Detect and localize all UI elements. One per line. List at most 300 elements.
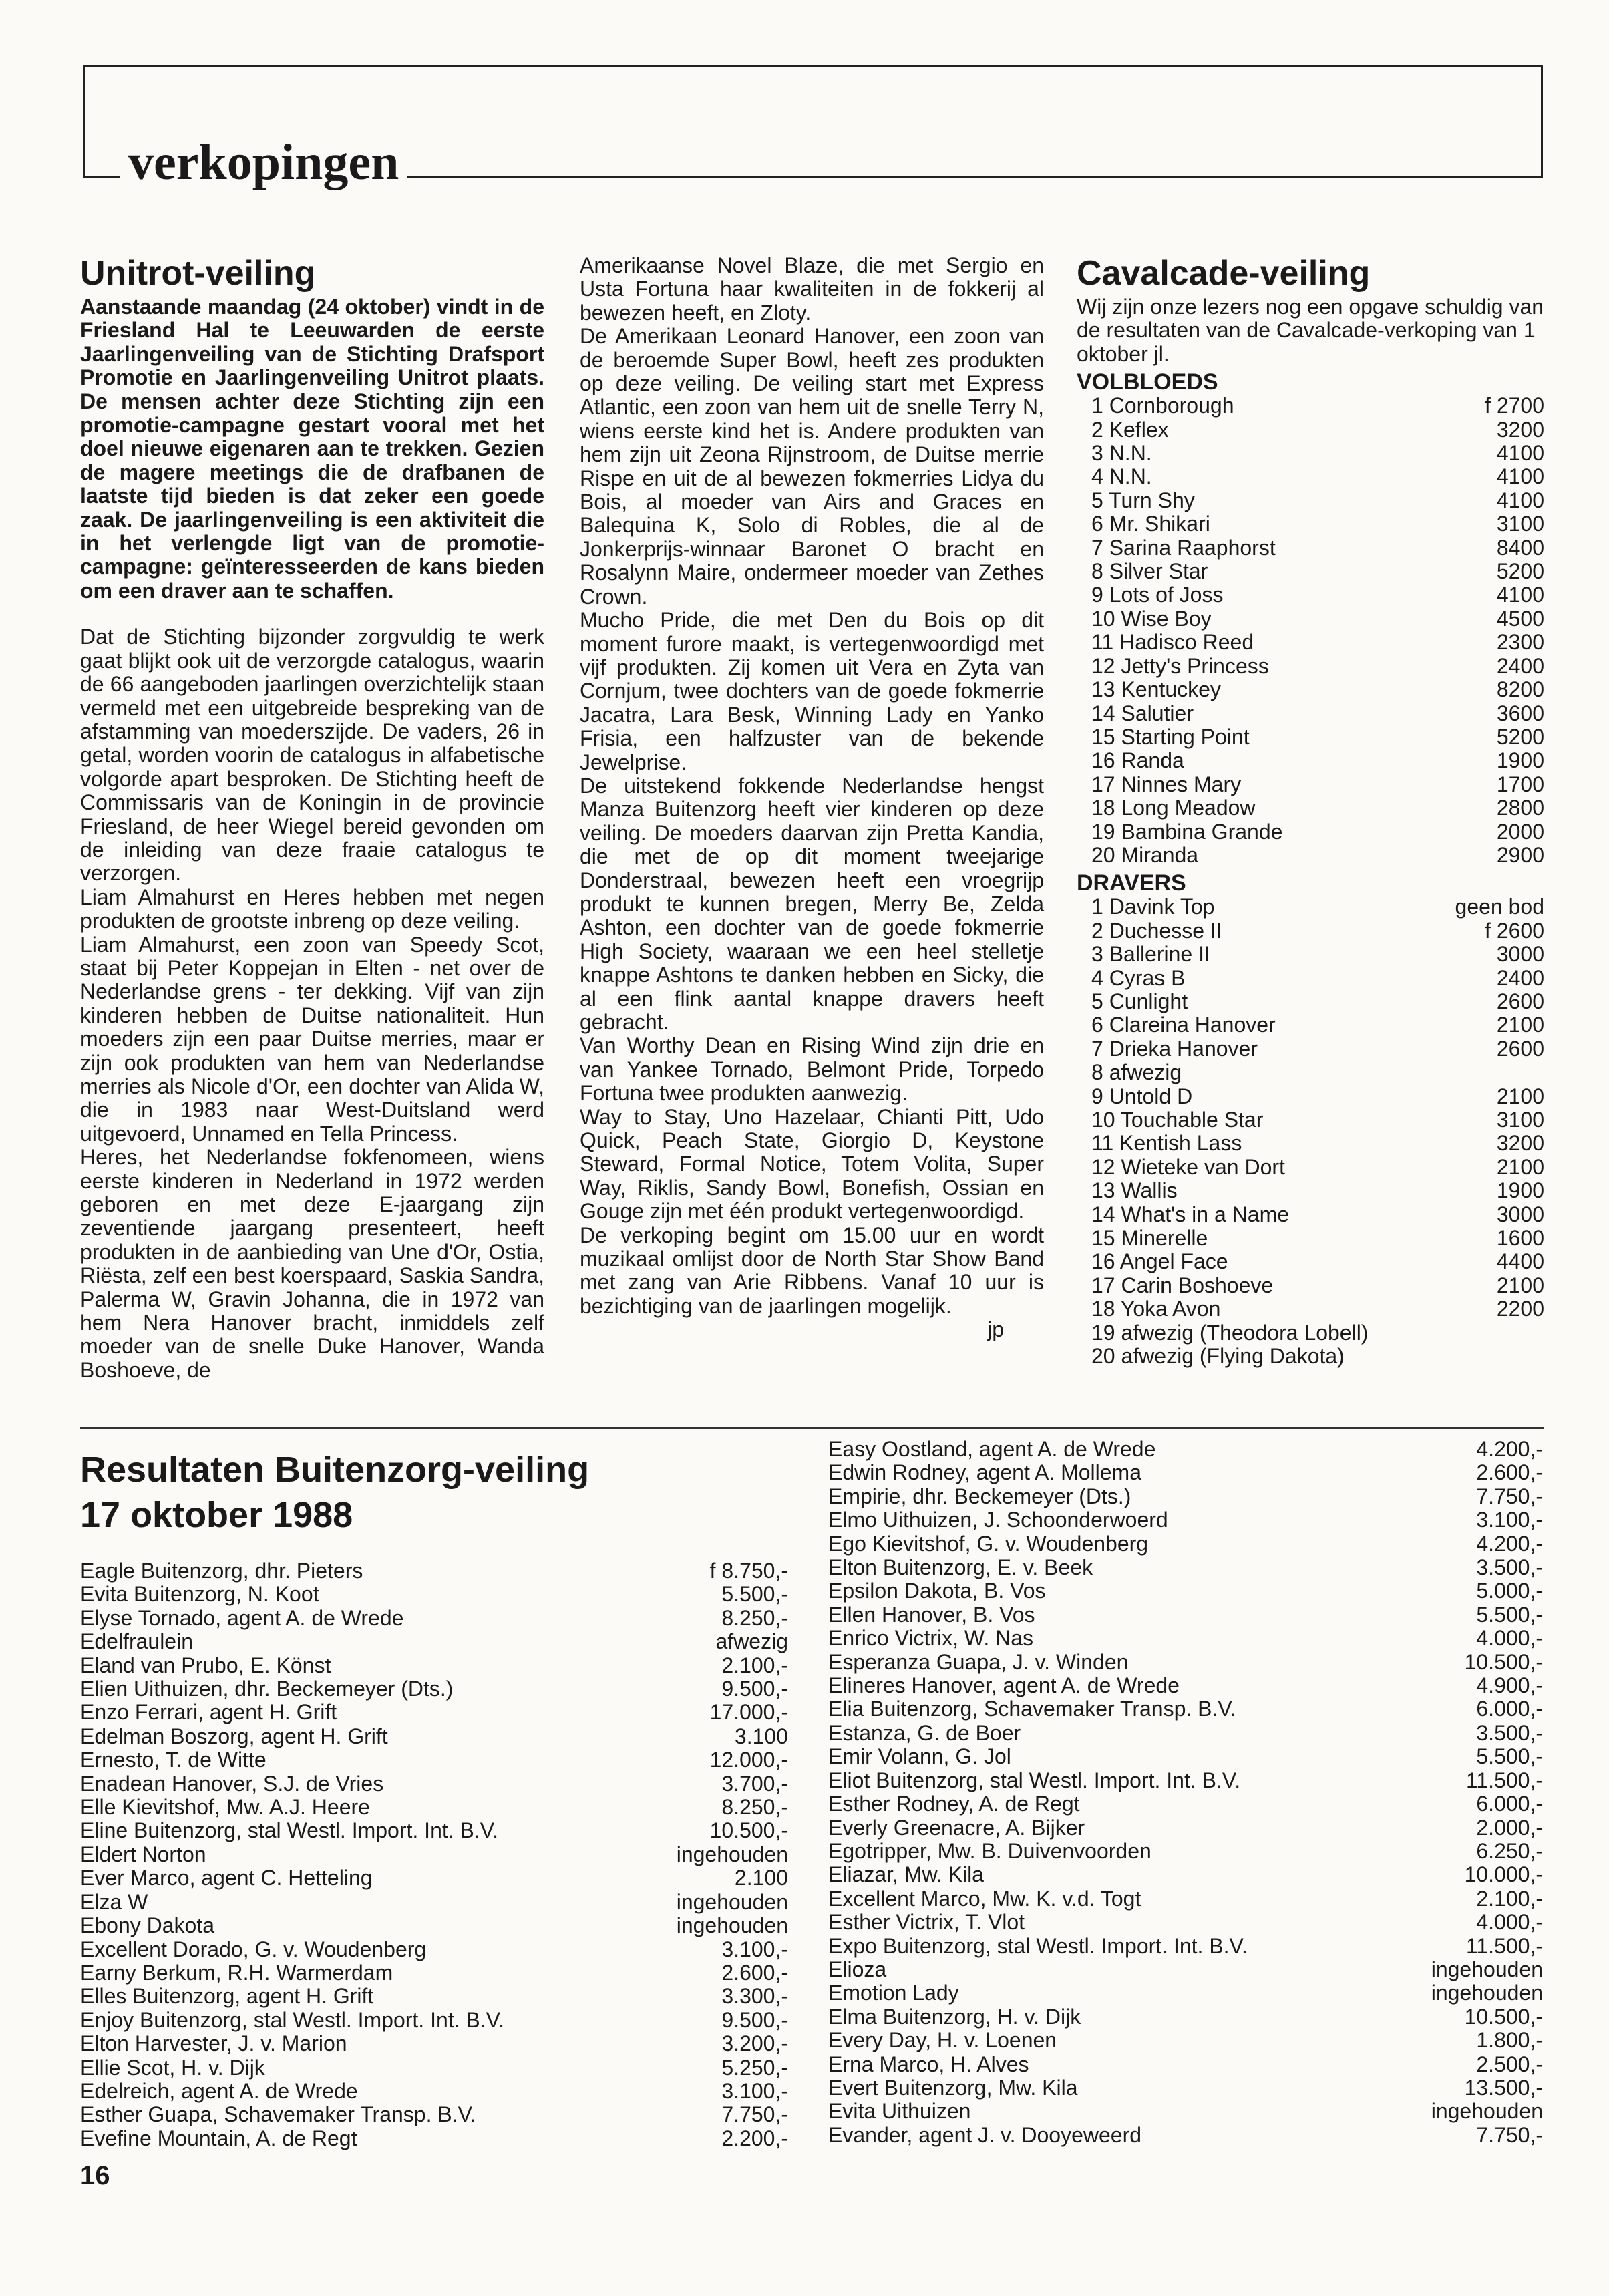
item-name: Ellie Scot, H. v. Dijk (80, 2055, 265, 2080)
list-item (80, 1559, 788, 1583)
volbloeds-heading: VOLBLOEDS (1077, 369, 1218, 395)
list-item (1091, 844, 1544, 867)
item-name: Evert Buitenzorg, Mw. Kila (828, 2075, 1078, 2100)
dravers-heading: DRAVERS (1077, 870, 1186, 896)
item-name: Elza W (80, 1889, 148, 1914)
item-price: 3.200,- (721, 2031, 788, 2056)
item-price: 1900 (1496, 1178, 1544, 1203)
list-item (1091, 1179, 1544, 1202)
item-price: 2.100,- (721, 1653, 788, 1677)
item-name: 11 Hadisco Reed (1091, 630, 1254, 655)
list-item (1091, 943, 1544, 966)
cavalcade-article (1077, 254, 1544, 1368)
item-name: Evefine Mountain, A. de Regt (80, 2126, 357, 2150)
unitrot-lead: Aanstaande maandag (24 oktober) vindt in de Friesland Hal te Leeuwarden de eerste Jaarlingenveiling van de Stichting Drafsport Promotie en Jaarlingenveiling Unitrot plaats. De mensen achter deze Stichting zijn een promotie-campagne gestart vooral met het doel nieuwe eigenaren aan te trekken. Gezien de magere meetings die de drafbanen de laatste tijd bieden is dat zeker een goede zaak. De jaarlingenveiling is een aktiviteit die in het verlengde ligt van de promotie-campagne: geïnteresseerden de kans bieden om een draver aan te schaffen. (80, 295, 544, 603)
item-name: Excellent Marco, Mw. K. v.d. Togt (828, 1886, 1141, 1911)
item-name: 19 afwezig (Theodora Lobell) (1091, 1320, 1369, 1345)
list-item (1091, 489, 1544, 512)
item-price: 2600 (1496, 989, 1544, 1013)
item-name: 4 N.N. (1091, 464, 1152, 489)
list-item (1091, 749, 1544, 772)
item-name: 7 Drieka Hanover (1091, 1036, 1258, 1061)
item-name: Estanza, G. de Boer (828, 1720, 1021, 1745)
item-price: 9.500,- (721, 1677, 788, 1701)
item-name: Ebony Dakota (80, 1913, 215, 1938)
list-item (828, 1508, 1543, 1532)
item-price: 5.250,- (721, 2055, 788, 2080)
list-item (1091, 631, 1544, 654)
item-name: 2 Duchesse II (1091, 918, 1222, 943)
item-name: 17 Carin Boshoeve (1091, 1273, 1274, 1297)
list-item (828, 1697, 1543, 1721)
item-name: Every Day, H. v. Loenen (828, 2028, 1057, 2053)
item-price: 4100 (1496, 583, 1544, 607)
item-name: 14 Salutier (1091, 701, 1194, 725)
item-name: 18 Yoka Avon (1091, 1297, 1221, 1321)
item-name: Elton Harvester, J. v. Marion (80, 2031, 347, 2056)
item-price: 5200 (1496, 559, 1544, 584)
item-name: Elien Uithuizen, dhr. Beckemeyer (Dts.) (80, 1677, 454, 1701)
list-item (80, 1630, 788, 1653)
list-item (1091, 1132, 1544, 1155)
list-item (1091, 1321, 1544, 1345)
list-item (80, 1607, 788, 1630)
item-name: 5 Cunlight (1091, 989, 1188, 1013)
buitenzorg-title: Resultaten Buitenzorg-veiling (80, 1450, 590, 1490)
list-item (1091, 583, 1544, 607)
item-price: ingehouden (1431, 1957, 1543, 1981)
item-price: 10.500,- (1464, 2004, 1543, 2029)
item-price: 2400 (1496, 653, 1544, 678)
list-item (1091, 1203, 1544, 1226)
item-name: 3 N.N. (1091, 441, 1152, 466)
paragraph: Liam Almahurst, een zoon van Speedy Scot, staat bij Peter Koppejan in Elten - net over de Nederlandse grens - ter dekking. Vijf van zijn kinderen hebben de Duitse nationaliteit. Hun moeders zijn een paar Duitse merries, maar er zijn ook produkten van hem van Nederlandse merries als Nicole d'Or, een dochter van Alida W, die in 1983 naar West-Duitsland werd uitgevoerd, Unnamed en Tella Princess. (80, 932, 544, 1146)
list-item (828, 2124, 1543, 2147)
item-price: 1600 (1496, 1226, 1544, 1251)
item-price: 7.750,- (1476, 2122, 1543, 2147)
list-item (80, 1914, 788, 1937)
list-item (828, 1556, 1543, 1579)
paragraph: De verkoping begint om 15.00 uur en wordt muzikaal omlijst door de North Star Show Band met zang van Arie Ribbens. Vanaf 10 uur is bezichtiging van de jaarlingen mogelijk. (580, 1222, 1044, 1318)
item-price: 4400 (1496, 1249, 1544, 1274)
unitrot-body (80, 625, 544, 1382)
item-price: 2.000,- (1476, 1815, 1543, 1840)
item-name: 1 Davink Top (1091, 894, 1215, 919)
list-item (828, 1627, 1543, 1650)
item-name: 20 Miranda (1091, 842, 1199, 867)
item-price: 2.500,- (1476, 2052, 1543, 2076)
item-name: 9 Untold D (1091, 1084, 1193, 1108)
list-item (80, 1583, 788, 1606)
item-name: Elmo Uithuizen, J. Schoonderwoerd (828, 1508, 1168, 1532)
list-item (828, 1981, 1543, 2005)
item-name: 15 Minerelle (1091, 1226, 1208, 1251)
item-name: Edwin Rodney, agent A. Mollema (828, 1460, 1141, 1485)
list-item (828, 1911, 1543, 1934)
item-name: Edelman Boszorg, agent H. Grift (80, 1724, 388, 1748)
list-item (80, 1843, 788, 1866)
item-price: 4100 (1496, 441, 1544, 466)
item-name: Everly Greenacre, A. Bijker (828, 1815, 1085, 1840)
list-item (828, 1816, 1543, 1840)
item-price: 4500 (1496, 606, 1544, 631)
item-price: 8400 (1496, 535, 1544, 560)
item-name: 12 Wieteke van Dort (1091, 1154, 1285, 1179)
item-price: 2.600,- (721, 1960, 788, 1985)
list-item (1091, 1156, 1544, 1179)
item-name: Earny Berkum, R.H. Warmerdam (80, 1960, 393, 1985)
list-item (1091, 702, 1544, 725)
item-name: Eland van Prubo, E. Könst (80, 1653, 331, 1677)
item-price: ingehouden (1431, 2099, 1543, 2124)
unitrot-article (80, 254, 544, 1382)
item-price: 2.100 (734, 1866, 788, 1891)
list-item (80, 1938, 788, 1961)
item-name: 20 afwezig (Flying Dakota) (1091, 1344, 1345, 1369)
list-item (80, 1866, 788, 1890)
list-item (1091, 655, 1544, 678)
item-price: 2000 (1496, 819, 1544, 844)
item-name: Erna Marco, H. Alves (828, 2052, 1029, 2076)
list-item (80, 1772, 788, 1796)
item-price: 1.800,- (1476, 2028, 1543, 2053)
item-price: 9.500,- (721, 2007, 788, 2032)
list-item (1091, 512, 1544, 536)
list-item (828, 2100, 1543, 2123)
item-price: f 2700 (1485, 393, 1544, 418)
item-price: 4.000,- (1476, 1910, 1543, 1935)
item-name: Enrico Victrix, W. Nas (828, 1626, 1034, 1651)
item-price: 3200 (1496, 417, 1544, 442)
item-name: Ego Kievitshof, G. v. Woudenberg (828, 1531, 1149, 1556)
item-price: 3.300,- (721, 1984, 788, 2009)
page-number: 16 (80, 2161, 110, 2190)
item-name: 8 afwezig (1091, 1060, 1182, 1085)
list-item (80, 2009, 788, 2032)
item-price: 8.250,- (721, 1795, 788, 1820)
list-item (828, 2029, 1543, 2052)
item-price: 3200 (1496, 1131, 1544, 1156)
item-name: 19 Bambina Grande (1091, 819, 1283, 844)
item-price: 3000 (1496, 1202, 1544, 1226)
list-item (1091, 607, 1544, 631)
list-item (80, 1654, 788, 1677)
item-price: afwezig (715, 1629, 788, 1654)
item-price: 10.000,- (1464, 1862, 1543, 1887)
item-price: 8.250,- (721, 1605, 788, 1630)
item-name: Esther Victrix, T. Vlot (828, 1910, 1025, 1935)
item-price: 2100 (1496, 1273, 1544, 1297)
item-name: 14 What's in a Name (1091, 1202, 1290, 1226)
item-price: 2600 (1496, 1036, 1544, 1061)
paragraph: Way to Stay, Uno Hazelaar, Chianti Pitt, Udo Quick, Peach State, Giorgio D, Keystone Steward, Formal Notice, Totem Volita, Super Way, Riklis, Sandy Bowl, Bonefish, Ossian en Gouge zijn met één produkt vertegenwoordigd. (580, 1104, 1044, 1224)
list-item (1091, 1226, 1544, 1250)
item-price: 3.500,- (1476, 1555, 1543, 1580)
list-item (1091, 895, 1544, 919)
item-price: 3.700,- (721, 1771, 788, 1796)
item-name: 15 Starting Point (1091, 724, 1250, 749)
list-item (1091, 1297, 1544, 1321)
item-name: 2 Keflex (1091, 417, 1169, 442)
list-item (828, 1958, 1543, 1981)
list-item (1091, 796, 1544, 820)
item-price: ingehouden (676, 1889, 788, 1914)
item-price: 1900 (1496, 748, 1544, 773)
list-item (80, 1701, 788, 1724)
item-price: 2800 (1496, 796, 1544, 820)
item-name: 16 Angel Face (1091, 1249, 1228, 1274)
item-price: 6.000,- (1476, 1792, 1543, 1816)
item-name: Elton Buitenzorg, E. v. Beek (828, 1555, 1093, 1580)
list-item (1091, 919, 1544, 943)
item-name: Eline Buitenzorg, stal Westl. Import. Int. B.V. (80, 1818, 499, 1843)
list-item (1091, 1345, 1544, 1368)
item-price: 4.200,- (1476, 1531, 1543, 1556)
item-name: Eagle Buitenzorg, dhr. Pieters (80, 1559, 363, 1583)
item-price: ingehouden (676, 1913, 788, 1938)
item-price: 12.000,- (709, 1748, 788, 1772)
item-price: 2300 (1496, 630, 1544, 655)
list-item (80, 1796, 788, 1819)
list-item (828, 2053, 1543, 2076)
list-item (828, 1485, 1543, 1508)
list-item (828, 2076, 1543, 2100)
item-name: Easy Oostland, agent A. de Wrede (828, 1437, 1156, 1461)
list-item (1091, 1274, 1544, 1297)
item-name: 10 Touchable Star (1091, 1108, 1264, 1132)
paragraph: Dat de Stichting bijzonder zorgvuldig te werk gaat blijkt ook uit de verzorgde catalogus, waarin de 66 aangeboden jaarlingen overzichtelijk staan vermeld met een uitgebreide bespreking van de afstamming van moederszijde. De vaders, 26 in getal, worden voorin de catalogus in alfabetische volgorde apart besproken. De Stichting heeft de Commissaris van de Koningin in de provincie Friesland, de heer Wiegel bereid gevonden om de inleiding van deze fraaie catalogus te verzorgen. (80, 625, 544, 886)
item-price: 3100 (1496, 512, 1544, 536)
item-name: 4 Cyras B (1091, 965, 1186, 990)
item-name: Enzo Ferrari, agent H. Grift (80, 1700, 337, 1725)
unitrot-continued (580, 254, 1044, 1342)
item-name: 7 Sarina Raaphorst (1091, 535, 1276, 560)
list-item (828, 1863, 1543, 1887)
list-item (80, 1725, 788, 1748)
item-price: 1700 (1496, 772, 1544, 796)
item-price: 2100 (1496, 1084, 1544, 1108)
list-item (1091, 1037, 1544, 1061)
item-price: 6.250,- (1476, 1838, 1543, 1863)
item-price: 5.500,- (721, 1582, 788, 1607)
item-price: 2900 (1496, 842, 1544, 867)
item-name: 13 Kentuckey (1091, 677, 1221, 702)
item-name: 11 Kentish Lass (1091, 1131, 1242, 1156)
list-item (828, 1603, 1543, 1627)
item-name: Esther Guapa, Schavemaker Transp. B.V. (80, 2102, 476, 2127)
item-price: ingehouden (1431, 1981, 1543, 2005)
list-item (828, 1438, 1543, 1461)
list-item (828, 1651, 1543, 1674)
list-item (1091, 560, 1544, 583)
item-name: Elineres Hanover, agent A. de Wrede (828, 1673, 1180, 1698)
item-price: f 2600 (1485, 918, 1544, 943)
item-name: Evita Buitenzorg, N. Koot (80, 1582, 319, 1607)
item-price: 7.750,- (721, 2102, 788, 2127)
item-name: 18 Long Meadow (1091, 796, 1256, 820)
list-item (828, 1887, 1543, 1911)
item-price: 6.000,- (1476, 1697, 1543, 1721)
list-item (1091, 820, 1544, 844)
item-name: 6 Mr. Shikari (1091, 512, 1210, 536)
item-price: 5.500,- (1476, 1744, 1543, 1769)
buitenzorg-right-list (828, 1438, 1543, 2147)
buitenzorg-section (80, 1448, 788, 2150)
list-item (828, 1579, 1543, 1603)
list-item (1091, 773, 1544, 796)
paragraph: Amerikaanse Novel Blaze, die met Sergio en Usta Fortuna haar kwaliteiten in de fokkerij al bewezen heeft, en Zloty. (580, 253, 1044, 325)
item-price: 3.500,- (1476, 1720, 1543, 1745)
item-name: Enadean Hanover, S.J. de Vries (80, 1771, 384, 1796)
item-price: 5.000,- (1476, 1579, 1543, 1603)
list-item (80, 1677, 788, 1701)
list-item (1091, 536, 1544, 560)
list-item (1091, 465, 1544, 488)
item-name: 16 Randa (1091, 748, 1184, 773)
item-price: f 8.750,- (709, 1559, 788, 1583)
buitenzorg-left-list (80, 1559, 788, 2150)
list-item (828, 1461, 1543, 1484)
item-name: Elle Kievitshof, Mw. A.J. Heere (80, 1795, 370, 1820)
list-item (828, 1935, 1543, 1958)
item-name: Eliazar, Mw. Kila (828, 1862, 984, 1887)
item-name: Emir Volann, G. Jol (828, 1744, 1011, 1769)
item-price: 2100 (1496, 1013, 1544, 1037)
list-item (1091, 1013, 1544, 1037)
item-price: 11.500,- (1465, 1933, 1543, 1958)
list-item (828, 2005, 1543, 2029)
list-item (1091, 418, 1544, 442)
list-item (80, 1748, 788, 1772)
paragraph: Liam Almahurst en Heres hebben met negen produkten de grootste inbreng op deze veiling. (80, 884, 544, 933)
list-item (1091, 1108, 1544, 1132)
item-name: Elyse Tornado, agent A. de Wrede (80, 1605, 404, 1630)
item-name: Elles Buitenzorg, agent H. Grift (80, 1984, 374, 2009)
list-item (828, 1532, 1543, 1556)
item-name: Elioza (828, 1957, 887, 1981)
item-price: 5200 (1496, 724, 1544, 749)
item-name: Ever Marco, agent C. Hetteling (80, 1866, 373, 1891)
item-price: 4.900,- (1476, 1673, 1543, 1698)
item-name: Ernesto, T. de Witte (80, 1748, 266, 1772)
item-price: 8200 (1496, 677, 1544, 702)
item-name: Elma Buitenzorg, H. v. Dijk (828, 2004, 1081, 2029)
item-price: 10.500,- (1464, 1649, 1543, 1674)
item-name: Evita Uithuizen (828, 2099, 971, 2124)
item-name: Emotion Lady (828, 1981, 959, 2005)
item-price: 7.750,- (1476, 1484, 1543, 1508)
item-price: geen bod (1455, 894, 1544, 919)
list-item (1091, 1061, 1544, 1084)
list-item (828, 1721, 1543, 1745)
item-name: 5 Turn Shy (1091, 488, 1195, 512)
volbloeds-list (1077, 394, 1544, 867)
paragraph: De Amerikaan Leonard Hanover, een zoon van de beroemde Super Bowl, heeft zes produkten op deze veiling. De veiling start met Express Atlantic, een zoon van hem uit de snelle Terry N, wiens eerste kind het is. Andere produkten van hem zijn uit Zeona Rijnstroom, de Duitse merrie Rispe en uit de al bewezen fokmerries Lidya du Bois, al moeder van Airs and Graces en Balequina K, Solo di Robles, die al de Jonkerprijs-winnaar Baronet O bracht en Rosalynn Maire, ondermeer moeder van Zethes Crown. (580, 324, 1044, 609)
item-price: 13.500,- (1464, 2075, 1543, 2100)
list-item (1091, 442, 1544, 465)
dravers-list (1077, 895, 1544, 1368)
list-item (828, 1745, 1543, 1768)
paragraph: Heres, het Nederlandse fokfenomeen, wiens eerste kinderen in Nederland in 1972 werden geboren en met deze E-jaargang zijn zeventiende jaargang presenteert, heeft produkten in de aanbieding van Une d'Or, Ostia, Riësta, zelf een best koerspaard, Saskia Sandra, Palerma W, Gravin Johanna, die in 1972 van hem Nera Hanover bracht, inmiddels zelf moeder van de snelle Duke Hanover, Wanda Boshoeve, de (80, 1145, 544, 1382)
item-name: Excellent Dorado, G. v. Woudenberg (80, 1937, 427, 1961)
list-item (1091, 394, 1544, 418)
item-name: Empirie, dhr. Beckemeyer (Dts.) (828, 1484, 1131, 1508)
item-name: 3 Ballerine II (1091, 942, 1210, 967)
list-item (80, 2080, 788, 2103)
item-price: 4100 (1496, 488, 1544, 512)
item-price: 17.000,- (709, 1700, 788, 1725)
item-price: 2100 (1496, 1154, 1544, 1179)
item-price: 3.100,- (721, 2078, 788, 2103)
list-item (828, 1769, 1543, 1792)
list-item (80, 2032, 788, 2056)
item-name: 1 Cornborough (1091, 393, 1234, 418)
paragraph: De uitstekend fokkende Nederlandse hengst Manza Buitenzorg heeft vier kinderen op deze veiling. De moeders daarvan zijn Pretta Kandia, die met de op dit moment tweejarige Donderstraal, bewezen heeft een vroegrijp produkt te kunnen bregen, Merry Be, Zelda Ashton, een dochter van de goede fokmerrie High Society, waaraan we een heel stelletje knappe Ashtons te danken hebben en Sicky, die al een flink aantal knappe dravers heeft gebracht. (580, 773, 1044, 1034)
item-name: Elia Buitenzorg, Schavemaker Transp. B.V. (828, 1697, 1236, 1721)
item-name: 13 Wallis (1091, 1178, 1178, 1203)
item-name: 12 Jetty's Princess (1091, 653, 1269, 678)
list-item (828, 1840, 1543, 1863)
item-price: 2400 (1496, 965, 1544, 990)
paragraph: Van Worthy Dean en Rising Wind zijn drie en van Yankee Tornado, Belmont Pride, Torpedo Fortuna twee produkten aanwezig. (580, 1033, 1044, 1106)
item-price: ingehouden (676, 1842, 788, 1866)
item-name: 6 Clareina Hanover (1091, 1013, 1276, 1037)
unitrot-title: Unitrot-veiling (80, 254, 316, 293)
item-price: 3.100 (734, 1724, 788, 1748)
list-item (80, 1891, 788, 1914)
list-item (80, 2127, 788, 2150)
buitenzorg-date: 17 oktober 1988 (80, 1495, 353, 1535)
item-name: Eliot Buitenzorg, stal Westl. Import. Int. B.V. (828, 1768, 1241, 1792)
item-name: 10 Wise Boy (1091, 606, 1212, 631)
item-name: Epsilon Dakota, B. Vos (828, 1579, 1046, 1603)
list-item (828, 1792, 1543, 1816)
item-price: 2.100,- (1476, 1886, 1543, 1911)
item-price: 3600 (1496, 701, 1544, 725)
item-price: 11.500,- (1465, 1768, 1543, 1792)
paragraph: Mucho Pride, die met Den du Bois op dit moment furore maakt, is vertegenwoordigd met vijf produkten. Zij komen uit Vera en Zyta van Cornjum, twee dochters van de goede fokmerrie Jacatra, Lara Besk, Winning Lady en Yanko Frisia, een halfzuster van de bekende Jewelprise. (580, 608, 1044, 774)
item-name: Edelfraulein (80, 1629, 193, 1654)
item-name: Evander, agent J. v. Dooyeweerd (828, 2122, 1142, 2147)
item-name: Edelreich, agent A. de Wrede (80, 2078, 358, 2103)
item-price: 3100 (1496, 1108, 1544, 1132)
list-item (80, 2056, 788, 2080)
cavalcade-intro: Wij zijn onze lezers nog een opgave schuldig van de resultaten van de Cavalcade-verkoping van 1 oktober jl. (1077, 295, 1544, 366)
item-price: 3.100,- (721, 1937, 788, 1961)
item-name: Eldert Norton (80, 1842, 206, 1866)
list-item (80, 2103, 788, 2126)
item-name: Ellen Hanover, B. Vos (828, 1602, 1035, 1627)
item-price: 10.500,- (709, 1818, 788, 1843)
list-item (80, 1819, 788, 1842)
item-price: 2.600,- (1476, 1460, 1543, 1485)
list-item (80, 1985, 788, 2008)
list-item (80, 1961, 788, 1985)
item-name: Expo Buitenzorg, stal Westl. Import. Int. B.V. (828, 1933, 1248, 1958)
list-item (1091, 1085, 1544, 1108)
list-item (1091, 990, 1544, 1013)
item-name: 8 Silver Star (1091, 559, 1208, 584)
item-price: 3000 (1496, 942, 1544, 967)
list-item (1091, 678, 1544, 701)
item-price: 4.000,- (1476, 1626, 1543, 1651)
list-item (1091, 967, 1544, 990)
item-name: Enjoy Buitenzorg, stal Westl. Import. Int. B.V. (80, 2007, 504, 2032)
section-divider (80, 1427, 1544, 1429)
list-item (828, 1674, 1543, 1697)
item-price: 2.200,- (721, 2126, 788, 2150)
signature: jp (987, 1317, 1004, 1342)
